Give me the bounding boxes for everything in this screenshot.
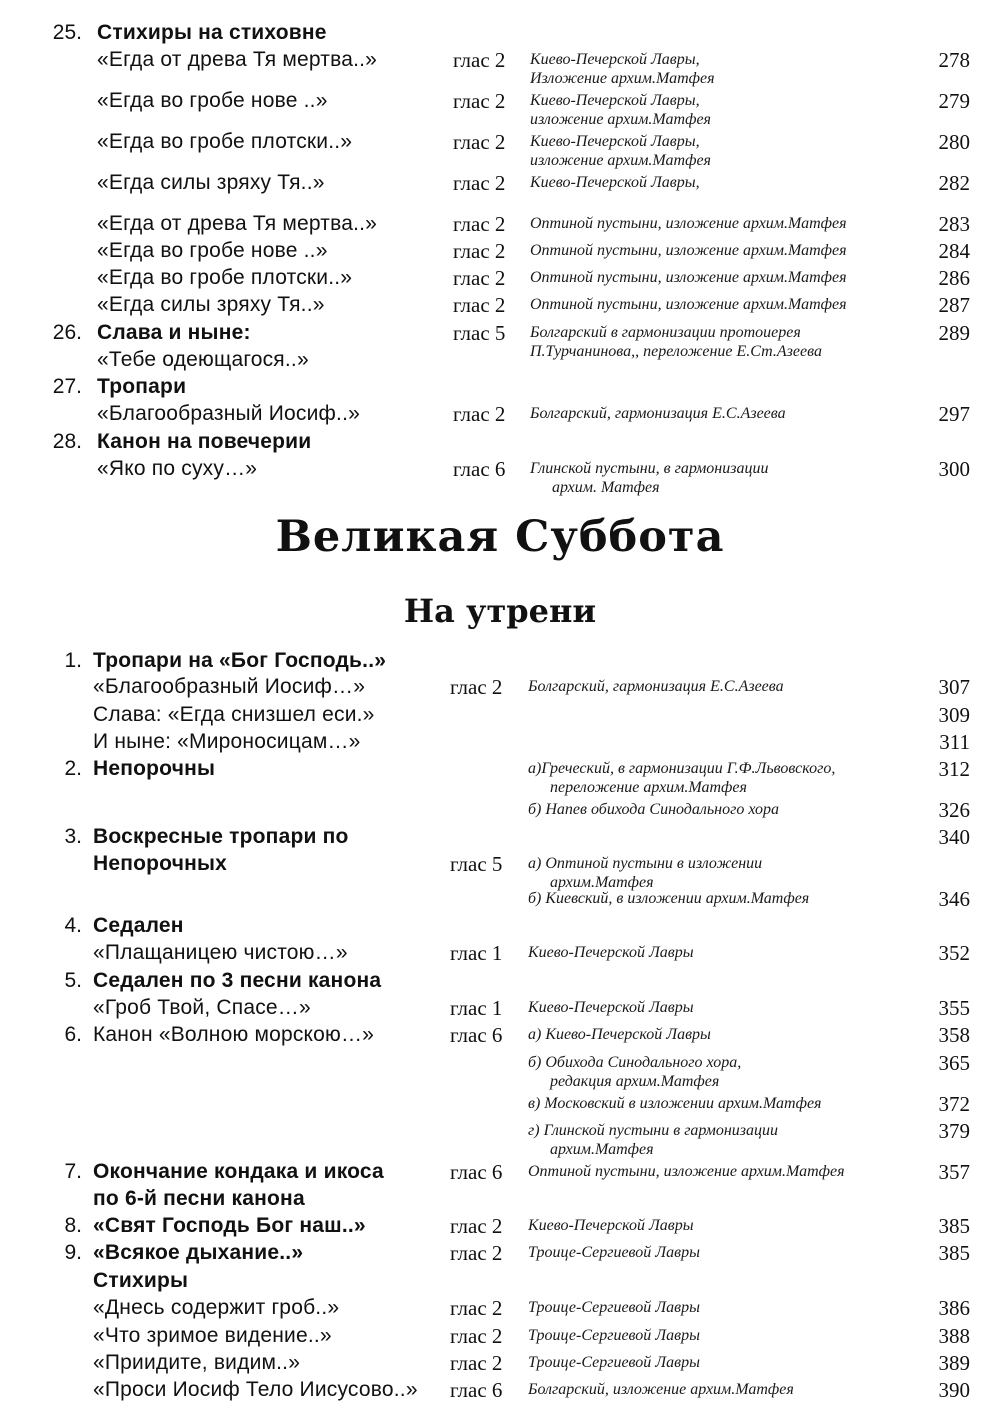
entry-tone: глас 2 (450, 675, 503, 699)
entry-title: Окончание кондака и икоса (93, 1160, 384, 1183)
entry-source-note: б) Киевский, в изложении архим.Матфея (528, 890, 810, 907)
toc-entry (0, 211, 1000, 239)
toc-entry (0, 401, 1000, 429)
entry-source-note: б) Обихода Синодального хора, (528, 1054, 742, 1071)
entry-number: 9. (64, 1241, 82, 1264)
toc-entry (0, 913, 1000, 941)
entry-title: Стихиры (93, 1269, 189, 1292)
entry-number: 6. (64, 1023, 82, 1046)
entry-title: «Егда от древа Тя мертва..» (97, 48, 378, 71)
entry-tone: глас 2 (453, 171, 506, 195)
entry-page-number: 287 (938, 293, 970, 317)
entry-title: «Егда силы зряху Тя..» (97, 293, 325, 316)
entry-title: «Яко по суху…» (97, 457, 258, 480)
entry-source-note: а)Греческий, в гармонизации Г.Ф.Львовского, (528, 760, 836, 777)
entry-source-note: Оптиной пустыни, изложение архим.Матфея (530, 296, 847, 313)
entry-page-number: 386 (938, 1296, 970, 1320)
toc-entry (0, 1050, 1000, 1090)
toc-entry (0, 1350, 1000, 1378)
entry-source-note-cont: архим.Матфея (550, 874, 654, 891)
entry-source-note: Глинской пустыни, в гармонизации (530, 460, 769, 477)
toc-entry (0, 1377, 1000, 1405)
entry-source-note: Болгарский, гармонизация Е.С.Азеева (530, 405, 786, 422)
entry-source-note-cont: архим. Матфея (552, 479, 660, 496)
entry-title: Непорочных (93, 852, 227, 875)
entry-page-number: 279 (938, 89, 970, 113)
toc-entry (0, 1186, 1000, 1214)
entry-page-number: 346 (938, 887, 970, 911)
entry-source-note: Оптиной пустыни, изложение архим.Матфея (530, 242, 847, 259)
toc-entry (0, 886, 1000, 914)
entry-source-note: б) Напев обихода Синодального хора (528, 801, 780, 818)
entry-tone: глас 5 (450, 852, 503, 876)
entry-number: 1. (64, 649, 82, 672)
entry-tone: глас 2 (450, 1324, 503, 1348)
entry-title: «Что зримое видение..» (93, 1324, 332, 1347)
entry-page-number: 385 (938, 1214, 970, 1238)
entry-page-number: 389 (938, 1351, 970, 1375)
entry-title: Тропари (97, 375, 187, 398)
entry-source-note-cont: редакция архим.Матфея (550, 1073, 720, 1090)
entry-source-note: Киево-Печерской Лавры, (530, 51, 700, 68)
toc-entry (0, 702, 1000, 730)
entry-source-note: Троице-Сергиевой Лавры (528, 1327, 700, 1344)
entry-source-note-cont: архим.Матфея (550, 1141, 654, 1158)
entry-page-number: 300 (938, 457, 970, 481)
entry-tone: глас 2 (453, 130, 506, 154)
entry-source-note: а) Оптиной пустыни в изложении (528, 855, 763, 872)
entry-page-number: 278 (938, 48, 970, 72)
entry-page-number: 372 (938, 1092, 970, 1116)
toc-entry (0, 1118, 1000, 1158)
toc-entry (0, 238, 1000, 266)
entry-source-note: г) Глинской пустыни в гармонизации (528, 1122, 779, 1139)
entry-tone: глас 2 (450, 1296, 503, 1320)
toc-entry (0, 292, 1000, 320)
toc-entry (0, 170, 1000, 198)
entry-number: 4. (64, 914, 82, 937)
entry-tone: глас 2 (453, 89, 506, 113)
toc-entry (0, 1159, 1000, 1187)
entry-tone: глас 2 (453, 293, 506, 317)
entry-page-number: 307 (938, 675, 970, 699)
entry-page-number: 286 (938, 266, 970, 290)
entry-title: «Приидите, видим..» (93, 1351, 301, 1374)
entry-source-note-cont: П.Турчанинова,, переложение Е.Ст.Азеева (530, 343, 822, 360)
entry-source-note: Киево-Печерской Лавры, (530, 92, 700, 109)
entry-title: Канон на повечерии (97, 430, 312, 453)
entry-tone: глас 2 (453, 239, 506, 263)
entry-tone: глас 2 (453, 48, 506, 72)
entry-tone: глас 2 (453, 212, 506, 236)
entry-title: «Гроб Твой, Спасе…» (93, 996, 311, 1019)
entry-title: Тропари на «Бог Господь..» (93, 649, 387, 672)
toc-entry (0, 1240, 1000, 1268)
entry-number: 26. (52, 321, 82, 344)
entry-tone: глас 1 (450, 996, 503, 1020)
entry-title: «Егда во гробе плотски..» (97, 266, 353, 289)
entry-source-note: Болгарский, гармонизация Е.С.Азеева (528, 678, 784, 695)
entry-title: Седален (93, 914, 184, 937)
entry-page-number: 289 (938, 321, 970, 345)
toc-entry (0, 1323, 1000, 1351)
entry-tone: глас 2 (450, 1214, 503, 1238)
entry-page-number: 280 (938, 130, 970, 154)
entry-tone: глас 6 (450, 1023, 503, 1047)
section-heading: Великая Суббота (275, 512, 725, 562)
entry-tone: глас 2 (450, 1241, 503, 1265)
entry-page-number: 284 (938, 239, 970, 263)
entry-number: 3. (64, 825, 82, 848)
entry-title: «Всякое дыхание..» (93, 1241, 304, 1264)
entry-number: 7. (64, 1160, 82, 1183)
toc-entry (0, 1268, 1000, 1296)
subsection-heading: На утрени (403, 592, 597, 630)
toc-entry (0, 797, 1000, 825)
entry-page-number: 326 (938, 798, 970, 822)
toc-entry (0, 1022, 1000, 1050)
toc-entry (0, 265, 1000, 293)
entry-title: «Егда силы зряху Тя..» (97, 171, 325, 194)
toc-entry (0, 995, 1000, 1023)
entry-source-note-cont: изложение архим.Матфея (530, 152, 711, 169)
toc-entry (0, 648, 1000, 676)
toc-entry (0, 851, 1000, 891)
entry-number: 8. (64, 1214, 82, 1237)
entry-number: 27. (52, 375, 82, 398)
entry-title: «Тебе одеющагося..» (97, 348, 309, 371)
toc-entry (0, 88, 1000, 128)
entry-title: «Егда во гробе плотски..» (97, 130, 353, 153)
entry-page-number: 390 (938, 1378, 970, 1402)
entry-source-note: Троице-Сергиевой Лавры (528, 1244, 700, 1261)
entry-tone: глас 1 (450, 941, 503, 965)
entry-page-number: 385 (938, 1241, 970, 1265)
entry-page-number: 283 (938, 212, 970, 236)
entry-title: «Благообразный Иосиф..» (97, 402, 360, 425)
toc-entry (0, 1091, 1000, 1119)
entry-page-number: 357 (938, 1160, 970, 1184)
toc-entry (0, 968, 1000, 996)
entry-page-number: 388 (938, 1324, 970, 1348)
entry-page-number: 352 (938, 941, 970, 965)
entry-number: 5. (64, 969, 82, 992)
toc-entry (0, 429, 1000, 457)
entry-source-note-cont: переложение архим.Матфея (550, 779, 747, 796)
entry-source-note: Оптиной пустыни, изложение архим.Матфея (528, 1163, 845, 1180)
entry-source-note: Болгарский, изложение архим.Матфея (528, 1381, 794, 1398)
toc-entry (0, 456, 1000, 496)
entry-page-number: 311 (939, 730, 970, 754)
entry-title: Непорочны (93, 757, 216, 780)
entry-source-note: Оптиной пустыни, изложение архим.Матфея (530, 215, 847, 232)
entry-source-note: Киево-Печерской Лавры, (530, 174, 700, 191)
toc-entry (0, 374, 1000, 402)
entry-title: по 6-й песни канона (93, 1187, 305, 1210)
entry-title: Воскресные тропари по (93, 825, 349, 848)
entry-tone: глас 2 (450, 1351, 503, 1375)
entry-number: 25. (52, 21, 82, 44)
entry-page-number: 358 (938, 1023, 970, 1047)
entry-tone: глас 2 (453, 266, 506, 290)
entry-page-number: 282 (938, 171, 970, 195)
toc-entry (0, 1295, 1000, 1323)
entry-title: «Днесь содержит гроб..» (93, 1296, 340, 1319)
entry-source-note: в) Московский в изложении архим.Матфея (528, 1095, 822, 1112)
toc-entry (0, 940, 1000, 968)
entry-title: «Проси Иосиф Тело Иисусово..» (93, 1378, 418, 1401)
entry-source-note: Троице-Сергиевой Лавры (528, 1299, 700, 1316)
entry-tone: глас 6 (450, 1160, 503, 1184)
entry-source-note: Оптиной пустыни, изложение архим.Матфея (530, 269, 847, 286)
entry-tone: глас 6 (450, 1378, 503, 1402)
entry-source-note-cont: изложение архим.Матфея (530, 111, 711, 128)
entry-source-note: Киево-Печерской Лавры (528, 999, 694, 1016)
toc-entry (0, 347, 1000, 375)
entry-title: И ныне: «Мироносицам…» (93, 730, 361, 753)
entry-source-note: а) Киево-Печерской Лавры (528, 1026, 711, 1043)
entry-source-note: Киево-Печерской Лавры (528, 944, 694, 961)
entry-title: Слава и ныне: (97, 321, 251, 344)
entry-source-note: Троице-Сергиевой Лавры (528, 1354, 700, 1371)
entry-number: 28. (52, 430, 82, 453)
entry-source-note: Киево-Печерской Лавры, (530, 133, 700, 150)
entry-page-number: 355 (938, 996, 970, 1020)
toc-entry (0, 824, 1000, 852)
entry-title: «Егда во гробе нове ..» (97, 239, 328, 262)
toc-entry (0, 1213, 1000, 1241)
entry-source-note: Киево-Печерской Лавры (528, 1217, 694, 1234)
entry-page-number: 365 (938, 1051, 970, 1075)
entry-tone: глас 2 (453, 402, 506, 426)
toc-entry (0, 729, 1000, 757)
entry-title: «Свят Господь Бог наш..» (93, 1214, 366, 1237)
toc-entry (0, 47, 1000, 87)
entry-source-note-cont: Изложение архим.Матфея (530, 70, 715, 87)
toc-entry (0, 20, 1000, 48)
entry-source-note: Болгарский в гармонизации протоиерея (530, 324, 801, 341)
entry-title: «Егда от древа Тя мертва..» (97, 212, 378, 235)
toc-entry (0, 129, 1000, 169)
entry-page-number: 340 (938, 825, 970, 849)
toc-entry (0, 674, 1000, 702)
entry-title: «Егда во гробе нове ..» (97, 89, 328, 112)
entry-title: Слава: «Егда снизшел еси.» (93, 703, 375, 726)
toc-entry (0, 756, 1000, 796)
entry-tone: глас 5 (453, 321, 506, 345)
entry-title: Стихиры на стиховне (97, 21, 327, 44)
entry-number: 2. (64, 757, 82, 780)
entry-title: «Плащаницею чистою…» (93, 941, 348, 964)
entry-page-number: 309 (938, 703, 970, 727)
entry-page-number: 379 (938, 1119, 970, 1143)
entry-page-number: 312 (938, 757, 970, 781)
entry-page-number: 297 (938, 402, 970, 426)
entry-title: «Благообразный Иосиф…» (93, 675, 366, 698)
entry-title: Канон «Волною морскою…» (93, 1023, 375, 1046)
entry-title: Седален по 3 песни канона (93, 969, 382, 992)
entry-tone: глас 6 (453, 457, 506, 481)
